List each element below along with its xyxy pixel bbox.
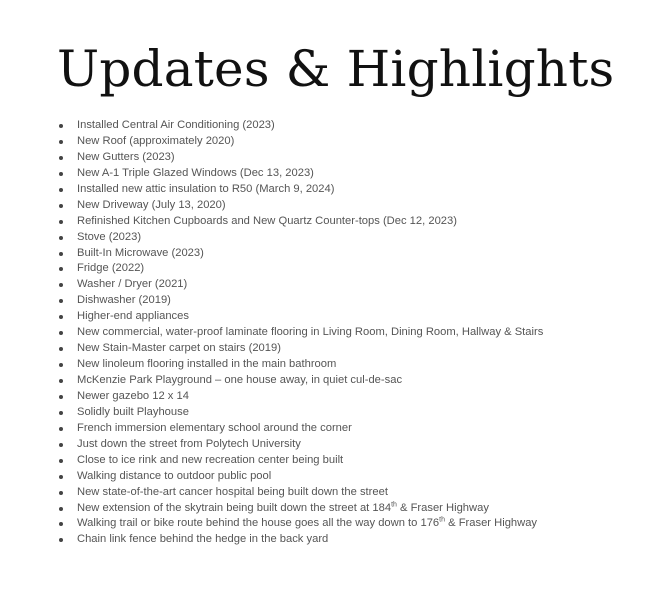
bullet-icon (59, 283, 63, 287)
list-item-text-main: Walking trail or bike route behind the house goes all the way down to 176 (77, 517, 440, 530)
list-item-text: Higher-end appliances (77, 310, 189, 323)
list-item (57, 501, 543, 517)
list-item (57, 150, 543, 166)
bullet-icon (59, 427, 63, 431)
list-item (57, 341, 543, 357)
list-item (57, 293, 543, 309)
bullet-icon (59, 267, 63, 271)
bullet-icon (59, 156, 63, 160)
list-item-text: New Gutters (2023) (77, 150, 175, 163)
list-item (57, 198, 543, 214)
list-item-text: New linoleum flooring installed in the main bathroom (77, 358, 337, 371)
list-item (57, 453, 543, 469)
list-item-text: New commercial, water-proof laminate flooring in Living Room, Dining Room, Hallway & Stairs (77, 326, 544, 339)
list-item (57, 230, 543, 246)
highlights-list (57, 118, 543, 548)
bullet-icon (59, 411, 63, 415)
bullet-icon (59, 347, 63, 351)
list-item (57, 405, 543, 421)
list-item-text-main: New extension of the skytrain being built down the street at 184 (77, 501, 392, 514)
list-item (57, 389, 543, 405)
list-item-text: New Roof (approximately 2020) (77, 134, 235, 147)
list-item (57, 134, 543, 150)
bullet-icon (59, 188, 63, 192)
bullet-icon (59, 379, 63, 383)
list-item-text: Installed new attic insulation to R50 (March 9, 2024) (77, 182, 335, 195)
list-item-text: Fridge (2022) (77, 262, 145, 275)
list-item-text: Chain link fence behind the hedge in the back yard (77, 533, 329, 546)
bullet-icon (59, 522, 63, 526)
list-item (57, 246, 543, 262)
list-item (57, 469, 543, 485)
list-item-text: French immersion elementary school around the corner (77, 421, 352, 434)
bullet-icon (59, 538, 63, 542)
bullet-icon (59, 395, 63, 399)
list-item-text: Solidly built Playhouse (77, 405, 189, 418)
list-item (57, 118, 543, 134)
bullet-icon (59, 491, 63, 495)
ordinal-suffix: th (439, 516, 446, 524)
list-item (57, 421, 543, 437)
list-item (57, 357, 543, 373)
bullet-icon (59, 140, 63, 144)
list-item (57, 214, 543, 230)
list-item-text (77, 502, 489, 514)
list-item-text-tail: & Fraser Highway (396, 501, 489, 514)
list-item (57, 166, 543, 182)
bullet-icon (59, 507, 63, 511)
list-item-text: McKenzie Park Playground – one house away, in quiet cul-de-sac (77, 374, 403, 386)
bullet-icon (59, 363, 63, 367)
bullet-icon (59, 443, 63, 447)
list-item (57, 261, 543, 277)
bullet-icon (59, 220, 63, 224)
list-item-text: New A-1 Triple Glazed Windows (Dec 13, 2023) (77, 166, 314, 179)
ordinal-suffix: th (391, 500, 397, 508)
list-item-text: Stove (2023) (77, 230, 142, 243)
list-item (57, 516, 543, 532)
list-item-text: Newer gazebo 12 x 14 (77, 389, 189, 402)
list-item (57, 277, 543, 293)
bullet-icon (59, 204, 63, 208)
list-item-text: Refinished Kitchen Cupboards and New Quartz Counter-tops (Dec 12, 2023) (77, 214, 457, 227)
list-item (57, 373, 543, 389)
list-item-text: Installed Central Air Conditioning (2023) (77, 119, 275, 131)
list-item (57, 532, 543, 548)
bullet-icon (59, 172, 63, 176)
list-item-text: Built-In Microwave (2023) (77, 246, 204, 259)
list-item (57, 437, 543, 453)
bullet-icon (59, 331, 63, 335)
list-item-text: Just down the street from Polytech University (77, 437, 301, 450)
list-item (57, 485, 543, 501)
bullet-icon (59, 475, 63, 479)
bullet-icon (59, 252, 63, 256)
list-item-text: New state-of-the-art cancer hospital being built down the street (77, 485, 388, 498)
list-item-text: New Stain-Master carpet on stairs (2019) (77, 342, 281, 355)
list-item-text: Walking distance to outdoor public pool (77, 469, 272, 482)
list-item-text (77, 517, 537, 529)
list-item (57, 182, 543, 198)
list-item-text: Washer / Dryer (2021) (77, 278, 188, 291)
bullet-icon (59, 459, 63, 463)
list-item-text: Close to ice rink and new recreation center being built (77, 453, 344, 466)
list-item (57, 309, 543, 325)
bullet-icon (59, 236, 63, 240)
list-item-text-tail: & Fraser Highway (445, 517, 538, 530)
bullet-icon (59, 299, 63, 303)
bullet-icon (59, 124, 63, 128)
list-item (57, 325, 543, 341)
page-title: Updates & Highlights (57, 40, 615, 98)
list-item-text: New Driveway (July 13, 2020) (77, 198, 226, 211)
bullet-icon (59, 315, 63, 319)
list-item-text: Dishwasher (2019) (77, 294, 171, 307)
